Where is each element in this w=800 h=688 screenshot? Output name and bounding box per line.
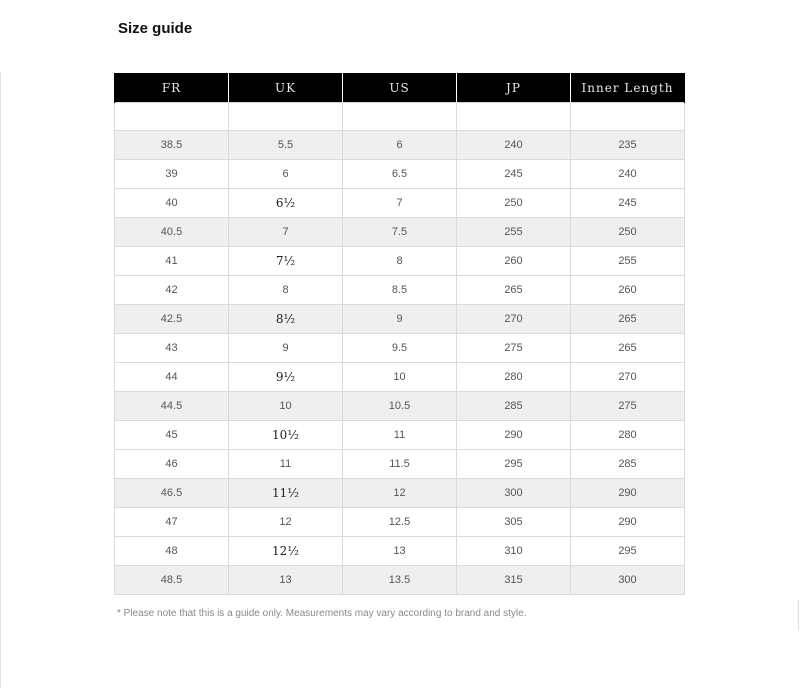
cell-fr: 46.5 bbox=[115, 479, 229, 508]
cell-jp: 310 bbox=[457, 537, 571, 566]
cell-us: 8 bbox=[343, 247, 457, 276]
table-row bbox=[115, 334, 685, 363]
cell-us: 12 bbox=[343, 479, 457, 508]
table-row bbox=[115, 218, 685, 247]
blank-cell bbox=[229, 103, 343, 131]
table-row bbox=[115, 247, 685, 276]
cell-us: 10 bbox=[343, 363, 457, 392]
right-divider bbox=[798, 600, 799, 630]
cell-fr: 40 bbox=[115, 189, 229, 218]
blank-row bbox=[115, 103, 685, 131]
cell-inner-length: 245 bbox=[571, 189, 685, 218]
cell-jp: 305 bbox=[457, 508, 571, 537]
cell-inner-length: 235 bbox=[571, 131, 685, 160]
cell-jp: 265 bbox=[457, 276, 571, 305]
cell-uk: 10½ bbox=[229, 421, 343, 450]
blank-cell bbox=[457, 103, 571, 131]
cell-uk: 9½ bbox=[229, 363, 343, 392]
cell-jp: 240 bbox=[457, 131, 571, 160]
table-row bbox=[115, 508, 685, 537]
cell-uk: 9 bbox=[229, 334, 343, 363]
cell-jp: 270 bbox=[457, 305, 571, 334]
cell-uk: 7 bbox=[229, 218, 343, 247]
cell-uk: 13 bbox=[229, 566, 343, 595]
cell-us: 12.5 bbox=[343, 508, 457, 537]
cell-uk: 12 bbox=[229, 508, 343, 537]
cell-uk: 5.5 bbox=[229, 131, 343, 160]
disclaimer-note: * Please note that this is a guide only. Measurements may vary according to brand and style. bbox=[117, 608, 527, 619]
cell-uk: 10 bbox=[229, 392, 343, 421]
cell-inner-length: 260 bbox=[571, 276, 685, 305]
table-row bbox=[115, 363, 685, 392]
cell-fr: 43 bbox=[115, 334, 229, 363]
cell-inner-length: 295 bbox=[571, 537, 685, 566]
cell-jp: 275 bbox=[457, 334, 571, 363]
cell-fr: 38.5 bbox=[115, 131, 229, 160]
cell-jp: 245 bbox=[457, 160, 571, 189]
cell-us: 9.5 bbox=[343, 334, 457, 363]
cell-uk: 7½ bbox=[229, 247, 343, 276]
table-row bbox=[115, 479, 685, 508]
cell-inner-length: 270 bbox=[571, 363, 685, 392]
cell-fr: 44.5 bbox=[115, 392, 229, 421]
cell-fr: 46 bbox=[115, 450, 229, 479]
cell-inner-length: 290 bbox=[571, 508, 685, 537]
cell-jp: 260 bbox=[457, 247, 571, 276]
header-us: US bbox=[343, 73, 457, 103]
table-row bbox=[115, 189, 685, 218]
table-row bbox=[115, 392, 685, 421]
header-fr: FR bbox=[115, 73, 229, 103]
cell-jp: 250 bbox=[457, 189, 571, 218]
cell-uk: 8 bbox=[229, 276, 343, 305]
cell-uk: 11 bbox=[229, 450, 343, 479]
blank-cell bbox=[343, 103, 457, 131]
cell-fr: 48 bbox=[115, 537, 229, 566]
page-title: Size guide bbox=[118, 20, 193, 37]
cell-fr: 42 bbox=[115, 276, 229, 305]
table-row bbox=[115, 566, 685, 595]
cell-inner-length: 255 bbox=[571, 247, 685, 276]
cell-jp: 255 bbox=[457, 218, 571, 247]
table-header-row bbox=[115, 73, 685, 103]
cell-us: 10.5 bbox=[343, 392, 457, 421]
cell-jp: 295 bbox=[457, 450, 571, 479]
cell-inner-length: 290 bbox=[571, 479, 685, 508]
table-row bbox=[115, 537, 685, 566]
cell-us: 8.5 bbox=[343, 276, 457, 305]
cell-jp: 315 bbox=[457, 566, 571, 595]
cell-inner-length: 240 bbox=[571, 160, 685, 189]
table-row bbox=[115, 160, 685, 189]
cell-fr: 45 bbox=[115, 421, 229, 450]
cell-fr: 47 bbox=[115, 508, 229, 537]
cell-jp: 285 bbox=[457, 392, 571, 421]
cell-us: 7.5 bbox=[343, 218, 457, 247]
cell-inner-length: 275 bbox=[571, 392, 685, 421]
cell-fr: 48.5 bbox=[115, 566, 229, 595]
cell-uk: 11½ bbox=[229, 479, 343, 508]
cell-inner-length: 265 bbox=[571, 305, 685, 334]
cell-us: 6 bbox=[343, 131, 457, 160]
cell-us: 13 bbox=[343, 537, 457, 566]
cell-fr: 40.5 bbox=[115, 218, 229, 247]
table-row bbox=[115, 131, 685, 160]
left-divider bbox=[0, 72, 1, 688]
size-guide-table bbox=[114, 73, 685, 595]
cell-fr: 42.5 bbox=[115, 305, 229, 334]
table-row bbox=[115, 276, 685, 305]
header-inner-length: Inner Length bbox=[571, 73, 685, 103]
cell-us: 11.5 bbox=[343, 450, 457, 479]
cell-us: 13.5 bbox=[343, 566, 457, 595]
cell-uk: 6½ bbox=[229, 189, 343, 218]
cell-fr: 41 bbox=[115, 247, 229, 276]
cell-inner-length: 250 bbox=[571, 218, 685, 247]
header-jp: JP bbox=[457, 73, 571, 103]
cell-us: 9 bbox=[343, 305, 457, 334]
cell-inner-length: 265 bbox=[571, 334, 685, 363]
cell-inner-length: 300 bbox=[571, 566, 685, 595]
cell-uk: 6 bbox=[229, 160, 343, 189]
table-row bbox=[115, 421, 685, 450]
table-row bbox=[115, 305, 685, 334]
cell-us: 6.5 bbox=[343, 160, 457, 189]
cell-uk: 12½ bbox=[229, 537, 343, 566]
table-row bbox=[115, 450, 685, 479]
cell-inner-length: 285 bbox=[571, 450, 685, 479]
blank-cell bbox=[115, 103, 229, 131]
cell-us: 7 bbox=[343, 189, 457, 218]
blank-cell bbox=[571, 103, 685, 131]
header-uk: UK bbox=[229, 73, 343, 103]
cell-jp: 290 bbox=[457, 421, 571, 450]
cell-inner-length: 280 bbox=[571, 421, 685, 450]
cell-jp: 280 bbox=[457, 363, 571, 392]
cell-us: 11 bbox=[343, 421, 457, 450]
cell-fr: 39 bbox=[115, 160, 229, 189]
cell-fr: 44 bbox=[115, 363, 229, 392]
cell-uk: 8½ bbox=[229, 305, 343, 334]
cell-jp: 300 bbox=[457, 479, 571, 508]
